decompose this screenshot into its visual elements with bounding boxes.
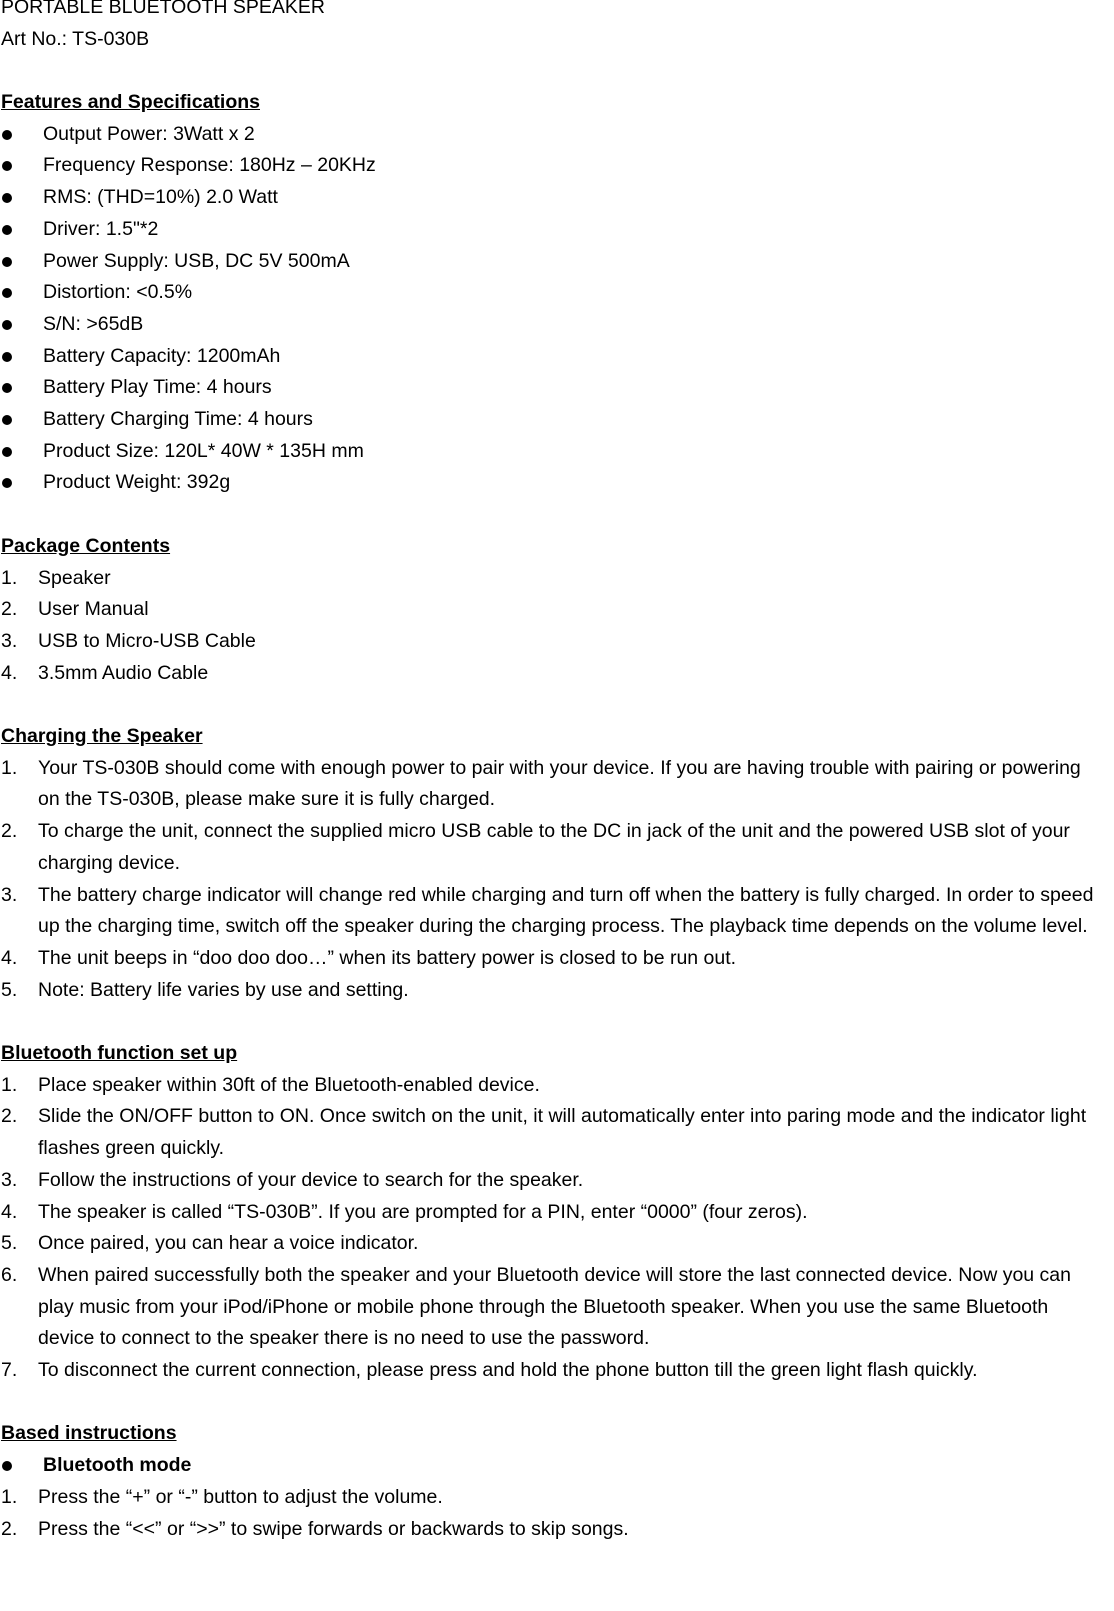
item-number: 1. xyxy=(1,1073,18,1096)
item-text: Place speaker within 30ft of the Bluetooth-enabled device. xyxy=(38,1073,540,1096)
list-item xyxy=(1,341,1106,373)
charging-heading: Charging the Speaker xyxy=(1,725,203,748)
item-text: 3.5mm Audio Cable xyxy=(38,661,209,684)
bluetooth-heading: Bluetooth function set up xyxy=(1,1042,238,1065)
based-list xyxy=(1,1482,1106,1545)
list-item xyxy=(1,372,1106,404)
item-number: 1. xyxy=(1,1485,18,1508)
item-text: Slide the ON/OFF button to ON. Once switch on the unit, it will automatically enter into paring mode and the indicator light flashes green quickly. xyxy=(38,1105,1087,1160)
package-list xyxy=(1,563,1106,690)
list-item xyxy=(1,309,1106,341)
list-item xyxy=(1,880,1106,943)
list-item xyxy=(1,1514,1106,1546)
bullet-icon xyxy=(1,404,43,436)
spacer xyxy=(1,499,1106,531)
spacer xyxy=(1,689,1106,721)
list-item xyxy=(1,467,1106,499)
feature-text: Frequency Response: 180Hz – 20KHz xyxy=(43,154,376,177)
item-text: Press the “+” or “-” button to adjust the volume. xyxy=(38,1485,443,1508)
list-item xyxy=(1,182,1106,214)
list-item xyxy=(1,214,1106,246)
item-number: 4. xyxy=(1,946,18,969)
item-number: 2. xyxy=(1,598,18,621)
item-number: 3. xyxy=(1,1168,18,1191)
document-title: PORTABLE BLUETOOTH SPEAKER xyxy=(1,0,326,18)
list-item xyxy=(1,246,1106,278)
item-number: 3. xyxy=(1,883,18,906)
item-number: 4. xyxy=(1,661,18,684)
item-number: 6. xyxy=(1,1263,18,1286)
item-text: Press the “<<” or “>>” to swipe forwards or backwards to skip songs. xyxy=(38,1517,629,1540)
list-item xyxy=(1,1197,1106,1229)
mode-heading xyxy=(1,1450,1106,1482)
item-text: User Manual xyxy=(38,598,149,621)
list-item xyxy=(1,1165,1106,1197)
item-text: Follow the instructions of your device to search for the speaker. xyxy=(38,1168,584,1191)
charging-list xyxy=(1,753,1106,1007)
feature-text: S/N: >65dB xyxy=(43,312,144,335)
list-item xyxy=(1,1101,1106,1164)
list-item xyxy=(1,816,1106,879)
feature-text: Product Size: 120L* 40W * 135H mm xyxy=(43,439,364,462)
item-text: USB to Micro-USB Cable xyxy=(38,629,256,652)
item-number: 2. xyxy=(1,1105,18,1128)
item-number: 4. xyxy=(1,1200,18,1223)
bullet-icon xyxy=(1,341,43,373)
bullet-icon xyxy=(1,372,43,404)
item-number: 1. xyxy=(1,756,18,779)
list-item xyxy=(1,1482,1106,1514)
package-heading: Package Contents xyxy=(1,534,171,557)
item-number: 2. xyxy=(1,820,18,843)
item-number: 2. xyxy=(1,1517,18,1540)
features-list xyxy=(1,119,1106,499)
list-item xyxy=(1,119,1106,151)
list-item xyxy=(1,1228,1106,1260)
feature-text: Battery Capacity: 1200mAh xyxy=(43,344,281,367)
manual-document xyxy=(1,0,1106,1545)
bullet-icon xyxy=(1,467,43,499)
item-number: 5. xyxy=(1,978,18,1001)
bluetooth-list xyxy=(1,1070,1106,1387)
item-text: The speaker is called “TS-030B”. If you are prompted for a PIN, enter “0000” (four zeros). xyxy=(38,1200,808,1223)
item-text: The battery charge indicator will change red while charging and turn off when the battery is fully charged. In order to speed up the charging time, switch off the speaker during the charging process. The playback time depends on the volume level. xyxy=(38,883,1094,938)
item-text: The unit beeps in “doo doo doo…” when its battery power is closed to be run out. xyxy=(38,946,737,969)
bullet-icon xyxy=(1,214,43,246)
item-text: To charge the unit, connect the supplied micro USB cable to the DC in jack of the unit and the powered USB slot of your charging device. xyxy=(38,820,1070,874)
article-number: Art No.: TS-030B xyxy=(1,27,150,50)
item-text: Your TS-030B should come with enough power to pair with your device. If you are having trouble with pairing or powering on the TS-030B, please make sure it is fully charged. xyxy=(38,756,1081,811)
bullet-icon xyxy=(1,436,43,468)
list-item xyxy=(1,594,1106,626)
item-text: Note: Battery life varies by use and setting. xyxy=(38,978,409,1001)
item-text: Once paired, you can hear a voice indicator. xyxy=(38,1232,419,1255)
bullet-icon xyxy=(1,277,43,309)
mode-label: Bluetooth mode xyxy=(43,1454,192,1477)
list-item xyxy=(1,404,1106,436)
bullet-icon xyxy=(1,246,43,278)
item-text: Speaker xyxy=(38,566,111,589)
item-text: To disconnect the current connection, please press and hold the phone button till the green light flash quickly. xyxy=(38,1359,978,1382)
feature-text: Driver: 1.5"*2 xyxy=(43,217,159,240)
feature-text: Product Weight: 392g xyxy=(43,471,231,494)
feature-text: Battery Play Time: 4 hours xyxy=(43,376,272,399)
spacer xyxy=(1,1387,1106,1419)
list-item xyxy=(1,150,1106,182)
spacer xyxy=(1,1006,1106,1038)
list-item xyxy=(1,1260,1106,1355)
bullet-icon xyxy=(1,150,43,182)
feature-text: RMS: (THD=10%) 2.0 Watt xyxy=(43,186,278,209)
item-number: 5. xyxy=(1,1232,18,1255)
feature-text: Distortion: <0.5% xyxy=(43,281,193,304)
feature-text: Battery Charging Time: 4 hours xyxy=(43,408,313,431)
feature-text: Power Supply: USB, DC 5V 500mA xyxy=(43,249,350,272)
bullet-icon xyxy=(1,119,43,151)
list-item xyxy=(1,563,1106,595)
item-text: When paired successfully both the speaker and your Bluetooth device will store the last connected device. Now you can play music from your iPod/iPhone or mobile phone through the Bluetooth speaker. When you use the same Bluetooth device to connect to the speaker there is no need to use the password. xyxy=(38,1263,1071,1350)
list-item xyxy=(1,626,1106,658)
feature-text: Output Power: 3Watt x 2 xyxy=(43,122,255,145)
list-item xyxy=(1,658,1106,690)
bullet-icon xyxy=(1,182,43,214)
based-heading: Based instructions xyxy=(1,1422,177,1445)
list-item xyxy=(1,1070,1106,1102)
bullet-icon xyxy=(1,1450,43,1482)
bullet-icon xyxy=(1,309,43,341)
item-number: 3. xyxy=(1,629,18,652)
list-item xyxy=(1,436,1106,468)
list-item xyxy=(1,277,1106,309)
list-item xyxy=(1,975,1106,1007)
list-item xyxy=(1,753,1106,816)
spacer xyxy=(1,55,1106,87)
list-item xyxy=(1,1355,1106,1387)
item-number: 7. xyxy=(1,1359,18,1382)
list-item xyxy=(1,943,1106,975)
item-number: 1. xyxy=(1,566,18,589)
features-heading: Features and Specifications xyxy=(1,91,260,114)
